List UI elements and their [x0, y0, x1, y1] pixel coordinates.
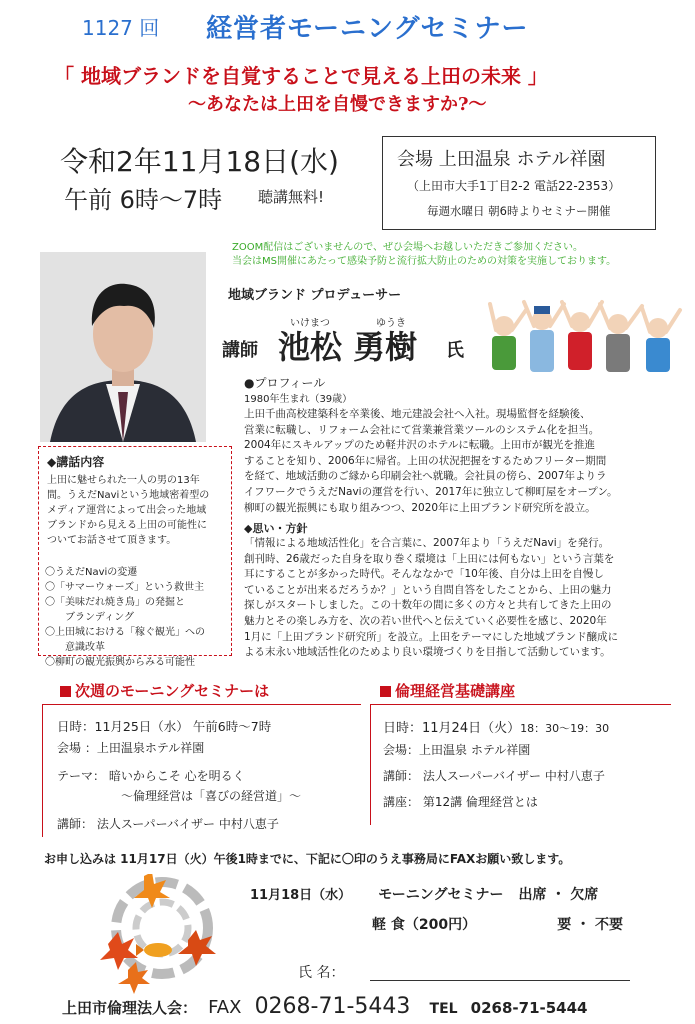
speaker-ruby-given: ゆうき [376, 318, 406, 329]
lecture-item: 〇「サマーウォーズ」という救世主 [45, 582, 205, 593]
apply-row-seminar-label: モーニングセミナー [378, 887, 504, 903]
lecture-line: メディア運営によって出会った地域 [47, 505, 207, 516]
profile-body [244, 407, 688, 516]
notice-zoom: ZOOM配信はございませんので、ぜひ会場へお越しいただきご参加ください。 [232, 242, 584, 253]
meal-options[interactable]: 要 ・ 不要 [557, 917, 623, 933]
philosophy-heading: ◆思い・方針 [244, 522, 308, 535]
heading-marker-icon [380, 686, 391, 697]
profile-birth: 1980年生まれ（39歳） [244, 394, 353, 405]
speaker-suffix: 氏 [446, 340, 464, 361]
next-seminar-theme: テーマ： 暗いからこそ 心を明るく [57, 769, 245, 783]
lecture-box [38, 446, 232, 668]
autumn-leaves-illustration [88, 874, 228, 996]
seminar-subtheme: ～あなたは上田を自慢できますか?～ [188, 94, 487, 115]
venue-weekly: 毎週水曜日 朝6時よりセミナー開催 [427, 204, 611, 218]
lecture-item: 〇「美味だれ焼き鳥」の発掘と [45, 597, 185, 608]
next-seminar-speaker: 講師： 法人スーパーバイザー 中村八恵子 [57, 817, 279, 831]
basic-course-date-text: 日時：11月24日（火） [383, 721, 521, 736]
basic-course-speaker: 講師： 法人スーパーバイザー 中村八恵子 [383, 769, 605, 783]
profile-line: を経て、地域活動のご縁から印刷会社へ就職。会社員の傍ら、2007年よりラ [244, 470, 607, 483]
speaker-photo [40, 252, 206, 442]
speaker-label: 講師 [222, 340, 258, 361]
basic-course-title: 講座： 第12講 倫理経営とは [383, 795, 538, 809]
profile-line: 上田千曲高校建築科を卒業後、地元建設会社へ入社。現場監督を経験後、 [244, 408, 591, 420]
basic-course-heading-text: 倫理経営基礎講座 [395, 682, 516, 700]
lecture-line: 間。うえだNaviという地域密着型の [47, 490, 210, 501]
profile-line: することを知り、2006年に帰省。上田の状況把握をするためフリーター期間 [244, 454, 607, 467]
fax-label: FAX [208, 997, 242, 1018]
lecture-item: 〇柳町の観光振興からみる可能性 [45, 657, 195, 668]
philosophy-line: 魅力とその楽しみ方を、次の若い世代へと伝えていく必要性を感じ、2020年 [244, 614, 607, 627]
attendance-options[interactable]: 出席 ・ 欠席 [518, 887, 599, 903]
lecture-items [45, 565, 229, 670]
next-seminar-theme-sub: ～倫理経営は「喜びの経営道」～ [121, 789, 302, 803]
speaker-name: 池松 勇樹 [278, 328, 418, 366]
lecture-line: ついてお話させて頂きます。 [47, 535, 177, 546]
next-seminar-heading [60, 680, 269, 701]
basic-course-date [383, 717, 609, 736]
philosophy-line: 1月に「上田ブランド研究所」を設立。上田をテーマにした地域ブランド醸成に [244, 630, 619, 643]
footer-org: 上田市倫理法人会： [62, 999, 198, 1017]
next-seminar-heading-text: 次週のモーニングセミナーは [75, 682, 270, 700]
next-seminar-box [42, 704, 361, 837]
event-date: 令和2年11月18日(水) [60, 145, 339, 178]
free-admission: 聴講無料! [258, 188, 325, 206]
venue-address: （上田市大手1丁目2-2 電話22-2353） [407, 179, 621, 193]
lecture-item: 〇うえだNaviの変遷 [45, 567, 138, 578]
profile-line: 営業に転職し、リフォーム会社にて営業兼営業ツールのシステム化を担当。 [244, 423, 600, 436]
profile-heading: ●プロフィール [244, 376, 326, 390]
lecture-item: 〇上田城における「稼ぐ観光」への [45, 627, 205, 638]
profile-line: イフワークでうえだNaviの運営を行い、2017年に独立して柳町屋をオープン。 [244, 485, 618, 498]
speaker-role: 地域ブランド プロデューサー [228, 288, 402, 303]
lecture-item: 意識改革 [45, 642, 105, 653]
basic-course-venue: 会場：上田温泉 ホテル祥園 [383, 743, 531, 757]
event-time: 午前 6時～7時 [64, 186, 223, 214]
philosophy-line: 創刊時、26歳だった自身を取り巻く環境は「上田には何もない」という言葉を [244, 552, 615, 565]
basic-course-box [370, 704, 671, 825]
townspeople-illustration [486, 296, 686, 380]
fax-number: 0268-71-5443 [254, 994, 411, 1019]
next-seminar-date: 日時：11月25日（水） 午前6時～7時 [57, 719, 272, 734]
basic-course-heading [380, 680, 515, 701]
profile-line: 柳町の観光振興にも取り組みつつ、2020年に上田ブランド研究所を設立。 [244, 501, 596, 514]
notice-safety: 当会はMS開催にあたって感染予防と流行拡大防止のための対策を実施しております。 [232, 256, 617, 267]
lecture-item: ブランディング [45, 612, 134, 623]
seminar-number: 1127 回 [82, 16, 160, 40]
apply-instructions: お申し込みは 11月17日（火）午後1時までに、下記に〇印のうえ事務局にFAXお願い致します。 [44, 852, 571, 866]
seminar-theme: 「 地域ブランドを自覚することで見える上田の未来 」 [54, 64, 548, 88]
next-seminar-venue: 会場 ：上田温泉ホテル祥園 [57, 741, 205, 755]
philosophy-line: 耳にすることが多かった時代。そんななかで「10年後、自分は上田を自慢し [244, 568, 604, 581]
philosophy-line: 探しがスタートしました。この十数年の間に多くの方々と共有してきた上田の [244, 599, 612, 612]
venue-name: 会場 上田温泉 ホテル祥園 [397, 149, 606, 170]
apply-row-seminar [250, 884, 598, 904]
philosophy-line: 「情報による地域活性化」を合言葉に、2007年より「うえだNavi」を発行。 [244, 537, 610, 549]
lecture-heading: ◆講話内容 [47, 455, 105, 469]
basic-course-time: 18：30～19：30 [520, 722, 610, 735]
philosophy-line: よる末永い地域活性化のためより良い環境づくりを目指して活動しています。 [244, 646, 611, 659]
tel-label: TEL [429, 1001, 458, 1017]
apply-row-meal [372, 914, 623, 934]
tel-number: 0268-71-5444 [470, 999, 588, 1017]
philosophy-line: ていることが出来るだろうか？」という自問自答をしたことから、上田の魅力 [244, 583, 612, 596]
meal-label: 軽 食（200円） [372, 917, 477, 933]
heading-marker-icon [60, 686, 71, 697]
name-label: 氏 名： [298, 965, 345, 981]
name-field[interactable] [370, 980, 630, 981]
apply-row-date: 11月18日（水） [250, 888, 352, 903]
lecture-summary [47, 473, 229, 548]
lecture-line: ブランドから見える上田の可能性に [47, 520, 207, 531]
speaker-ruby-family: いけまつ [290, 318, 330, 329]
footer-contact [62, 994, 587, 1019]
lecture-line: 上田に魅せられた一人の男の13年 [47, 475, 200, 486]
profile-line: 2004年にスキルアップのため軽井沢のホテルに転職。上田市が観光を推進 [244, 439, 595, 452]
venue-box [382, 136, 656, 230]
philosophy-body [244, 536, 688, 661]
page-title: 経営者モーニングセミナー [206, 14, 529, 44]
